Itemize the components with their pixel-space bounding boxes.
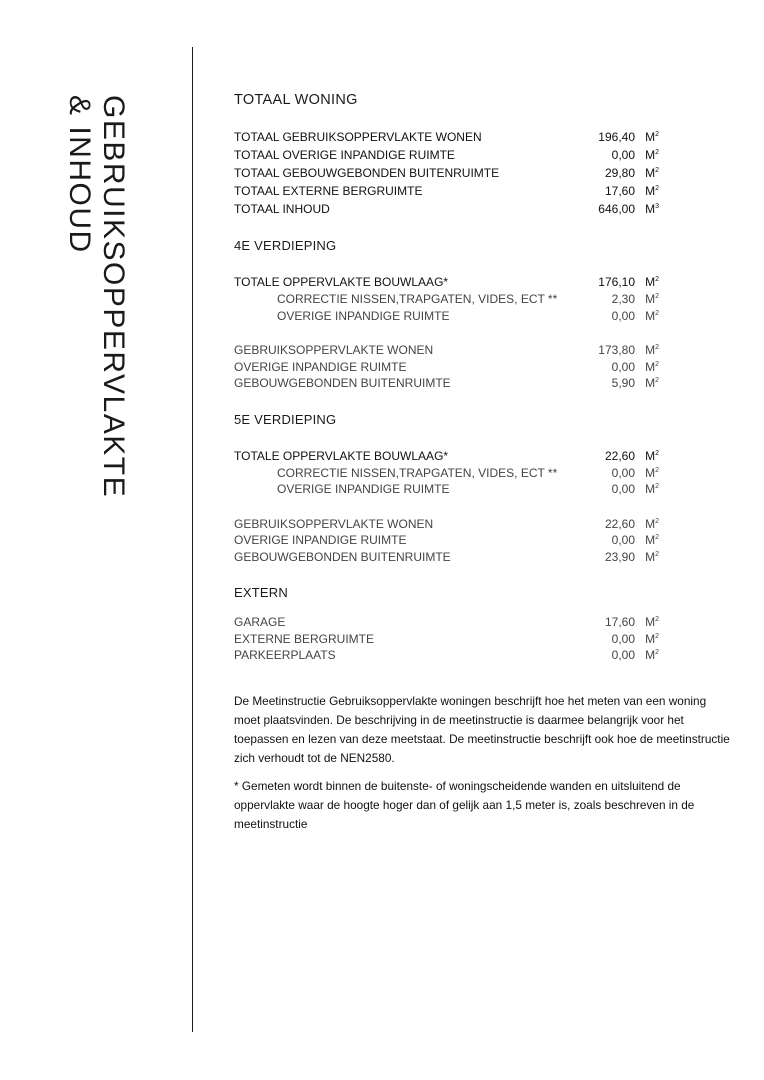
row-value: 0,00 (611, 482, 635, 496)
row-unit: $M^2$ (645, 292, 659, 306)
row-value: 29,80 (604, 166, 635, 180)
row-unit: $M^2$ (645, 308, 659, 323)
table-row (234, 126, 659, 144)
row-value: 17,60 (604, 184, 635, 198)
row-label: GARAGE (234, 615, 286, 629)
row-label: OVERIGE INPANDIGE RUIMTE (277, 482, 450, 496)
section-title-extern: EXTERN (234, 585, 288, 600)
row-value: 0,00 (611, 533, 635, 547)
row-unit: $M^2$ (645, 130, 659, 144)
row-label: CORRECTIE NISSEN,TRAPGATEN, VIDES, ECT ** (277, 465, 558, 480)
table-row (234, 530, 659, 547)
row-label: OVERIGE INPANDIGE RUIMTE (277, 308, 450, 323)
row-value: 0,00 (611, 465, 635, 480)
row-unit: $M^2$ (645, 184, 659, 198)
row-label: GEBRUIKSOPPERVLAKTE WONEN (234, 343, 434, 357)
row-value: 23,90 (604, 549, 635, 564)
table-row (234, 162, 659, 180)
row-label: TOTAAL INHOUD (234, 202, 330, 216)
table-row (234, 180, 659, 198)
row-unit: $M^3$ (645, 202, 659, 216)
row-unit: $M^2$ (645, 166, 659, 180)
row-label: TOTAAL GEBOUWGEBONDEN BUITENRUIMTE (234, 166, 500, 180)
row-unit: $M^2$ (645, 648, 659, 662)
table-row (234, 357, 659, 374)
row-value: 0,00 (611, 148, 635, 162)
table-row (234, 144, 659, 162)
row-value: 0,00 (611, 631, 635, 646)
row-label: TOTAAL EXTERNE BERGRUIMTE (234, 184, 423, 198)
row-unit: $M^2$ (645, 376, 659, 390)
row-unit: $M^2$ (645, 359, 659, 374)
row-value: 173,80 (598, 343, 635, 357)
row-label: GEBOUWGEBONDEN BUITENRUIMTE (234, 376, 451, 390)
row-unit: $M^2$ (645, 533, 659, 547)
row-value: 0,00 (611, 648, 635, 662)
row-unit: $M^2$ (645, 631, 659, 646)
row-label: OVERIGE INPANDIGE RUIMTE (234, 533, 407, 547)
row-value: 22,60 (604, 448, 635, 463)
table-row (234, 547, 659, 564)
row-label: TOTAAL GEBRUIKSOPPERVLAKTE WONEN (234, 130, 482, 144)
row-label: TOTAAL OVERIGE INPANDIGE RUIMTE (234, 148, 455, 162)
vertical-title-line1: GEBRUIKSOPPERVLAKTE (97, 95, 130, 499)
row-unit: $M^2$ (645, 448, 659, 463)
explanation-paragraph: De Meetinstructie Gebruiksoppervlakte woningen beschrijft hoe het meten van een woning moet plaatsvinden. De beschrijving in de meetinstructie is daarmee belangrijk voor het toepassen en lezen van deze meetstaat. De meetinstructie beschrijft ook hoe de meetinstructie zich verhoudt tot de NEN2580. (234, 694, 730, 765)
table-row (234, 463, 659, 480)
row-label: CORRECTIE NISSEN,TRAPGATEN, VIDES, ECT ** (277, 292, 558, 306)
row-label: EXTERNE BERGRUIMTE (234, 631, 375, 646)
row-value: 176,10 (598, 275, 635, 289)
row-label: OVERIGE INPANDIGE RUIMTE (234, 359, 407, 374)
row-label: GEBOUWGEBONDEN BUITENRUIMTE (234, 549, 451, 564)
measurement-table (234, 92, 659, 662)
vertical-title (60, 95, 130, 499)
row-value: 5,90 (611, 376, 635, 390)
explanation-text (234, 692, 734, 843)
table-row (234, 340, 659, 357)
row-unit: $M^2$ (645, 275, 659, 289)
row-unit: $M^2$ (645, 516, 659, 531)
row-unit: $M^2$ (645, 343, 659, 357)
footnote-paragraph: * Gemeten wordt binnen de buitenste- of woningscheidende wanden en uitsluitend de oppervlakte waar de hoogte hoger dan of gelijk aan 1,5 meter is, zoals beschreven in de meetinstructie (234, 779, 695, 831)
row-label: PARKEERPLAATS (234, 648, 336, 662)
row-value: 646,00 (598, 202, 635, 216)
table-row (234, 629, 659, 646)
table-row (234, 289, 659, 306)
row-value: 17,60 (604, 615, 635, 629)
row-label: TOTALE OPPERVLAKTE BOUWLAAG* (234, 275, 449, 289)
row-value: 2,30 (611, 292, 635, 306)
row-unit: $M^2$ (645, 482, 659, 496)
vertical-title-line2: & INHOUD (63, 95, 96, 254)
vertical-divider (192, 47, 193, 1032)
table-row (234, 271, 659, 289)
row-value: 0,00 (611, 359, 635, 374)
table-row (234, 306, 659, 323)
row-unit: $M^2$ (645, 465, 659, 480)
table-row (234, 479, 659, 496)
table-row (234, 445, 659, 463)
row-unit: $M^2$ (645, 148, 659, 162)
table-row (234, 612, 659, 629)
table-row (234, 198, 659, 216)
section-title-5e: 5E VERDIEPING (234, 411, 337, 427)
row-unit: $M^2$ (645, 615, 659, 629)
row-value: 196,40 (598, 130, 635, 144)
row-label: TOTALE OPPERVLAKTE BOUWLAAG* (234, 448, 449, 463)
table-row (234, 514, 659, 531)
table-row (234, 645, 659, 662)
table-row (234, 373, 659, 390)
row-value: 0,00 (611, 308, 635, 323)
section-title-4e: 4E VERDIEPING (234, 238, 337, 253)
row-unit: $M^2$ (645, 549, 659, 564)
row-value: 22,60 (604, 516, 635, 531)
row-label: GEBRUIKSOPPERVLAKTE WONEN (234, 516, 434, 531)
section-title-totaal: TOTAAL WONING (234, 92, 358, 108)
